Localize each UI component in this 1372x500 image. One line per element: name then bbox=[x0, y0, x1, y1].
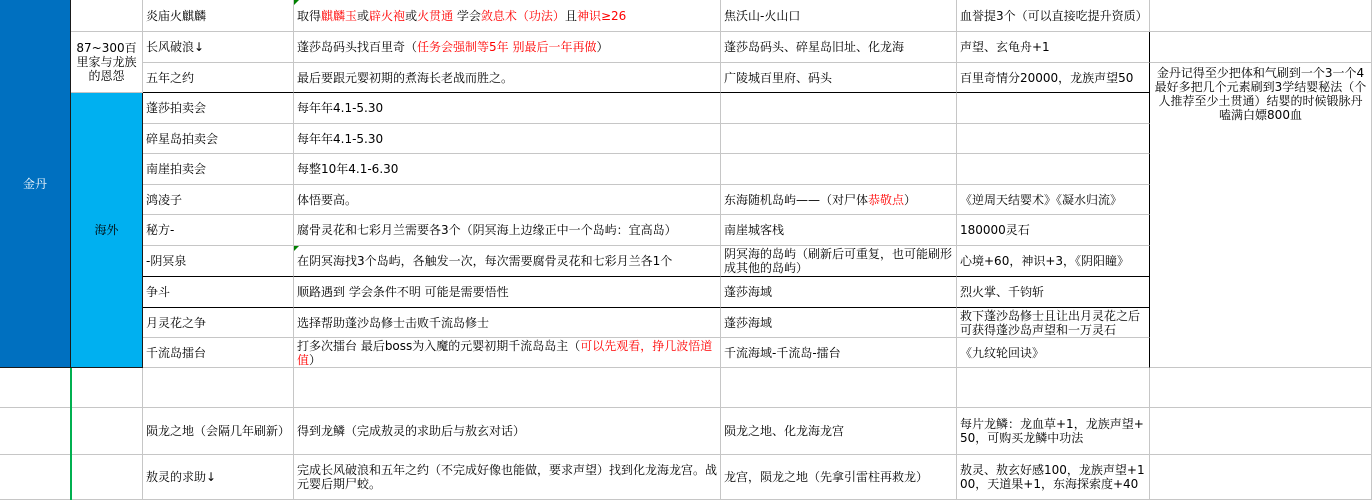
empty-cell bbox=[71, 368, 143, 408]
quest-desc bbox=[297, 339, 717, 367]
text-segment: 或 bbox=[357, 8, 370, 23]
group-cell-baili bbox=[71, 32, 143, 93]
quest-name: 长风破浪↓ bbox=[146, 40, 205, 54]
quest-reward: 救下蓬沙岛修士且让出月灵花之后可获得蓬沙岛声望和一万灵石 bbox=[960, 308, 1141, 337]
text-segment: 在阴冥海找3个岛屿，各触发一次，每次需要腐骨灵花和七彩月兰各1个 bbox=[297, 254, 673, 268]
quest-name-cell bbox=[143, 0, 294, 32]
quest-reward-cell bbox=[957, 93, 1150, 124]
quest-name: 秘方- bbox=[146, 223, 175, 237]
empty-cell bbox=[1150, 455, 1372, 500]
text-segment: 得到龙鳞（完成敖灵的求助后与敖玄对话） bbox=[297, 424, 526, 438]
quest-desc-cell bbox=[294, 277, 721, 308]
quest-location: 焦沃山-火山口 bbox=[724, 8, 801, 23]
quest-reward: 声望、玄龟舟+1 bbox=[960, 40, 1050, 54]
quest-reward-cell bbox=[957, 408, 1150, 455]
quest-reward: 血誉提3个（可以直接吃提升资质） bbox=[960, 8, 1148, 23]
quest-desc bbox=[297, 254, 672, 268]
quest-name: 月灵花之争 bbox=[146, 315, 207, 330]
empty-cell bbox=[0, 455, 71, 500]
text-segment: 蓬莎岛码头找百里奇（ bbox=[297, 40, 418, 54]
quest-name: 敖灵的求助↓ bbox=[146, 470, 217, 484]
region-cell-haiwai bbox=[71, 93, 143, 368]
empty-cell bbox=[957, 368, 1150, 408]
quest-desc-cell bbox=[294, 185, 721, 215]
quest-reward-cell bbox=[957, 246, 1150, 277]
text-segment: 腐骨灵花和七彩月兰需要各3个（阴冥海上边缘正中一个岛屿：宜高岛） bbox=[297, 223, 677, 237]
text-segment: ） bbox=[596, 40, 609, 54]
quest-desc-cell bbox=[294, 408, 721, 455]
note-text: 金丹记得至少把体和气刷到一个3一个4最好多把几个元素刷到3学结婴秘法（个人推荐至少土贯通）结婴的时候锻脉丹嗑满白嫖800血 bbox=[1154, 66, 1367, 122]
quest-location-cell bbox=[721, 408, 957, 455]
quest-location-cell bbox=[721, 32, 957, 63]
quest-reward: 敖灵、敖玄好感100，龙族声望+100，天道果+1，东海探索度+40 bbox=[960, 463, 1145, 491]
highlight-text: 辟火袍 bbox=[369, 8, 406, 23]
empty-cell bbox=[1150, 32, 1372, 63]
quest-desc-cell bbox=[294, 308, 721, 338]
stage-cell-jindan bbox=[0, 0, 71, 368]
quest-reward-cell bbox=[957, 63, 1150, 93]
quest-location-cell bbox=[721, 246, 957, 277]
quest-name: 炎庙火麒麟 bbox=[146, 8, 207, 23]
text-segment: 每年年4.1-5.30 bbox=[297, 101, 384, 115]
empty-cell bbox=[0, 408, 71, 455]
text-segment: 顺路遇到 学会条件不明 可能是需要悟性 bbox=[297, 285, 509, 299]
empty-cell bbox=[1150, 0, 1372, 32]
quest-name-cell bbox=[143, 93, 294, 124]
quest-desc bbox=[297, 9, 626, 23]
comment-marker-icon bbox=[294, 0, 299, 5]
quest-location-cell bbox=[721, 154, 957, 185]
quest-desc-cell bbox=[294, 246, 721, 277]
empty-cell bbox=[71, 0, 143, 32]
quest-desc bbox=[297, 316, 489, 330]
quest-name: 千流岛擂台 bbox=[146, 345, 207, 360]
text-segment: 每年年4.1-5.30 bbox=[297, 131, 384, 146]
empty-cell bbox=[721, 368, 957, 408]
quest-name-cell bbox=[143, 408, 294, 455]
empty-cell bbox=[71, 455, 143, 500]
text-segment: 体悟要高。 bbox=[297, 192, 358, 207]
quest-location-cell bbox=[721, 338, 957, 368]
quest-name: 五年之约 bbox=[146, 70, 195, 85]
text-segment: 或 bbox=[405, 8, 418, 23]
text-segment: ） bbox=[904, 192, 917, 207]
quest-name-cell bbox=[143, 124, 294, 154]
empty-cell bbox=[71, 408, 143, 455]
quest-reward-cell bbox=[957, 338, 1150, 368]
highlight-text: 敛息术（功法） bbox=[480, 8, 565, 23]
quest-name-cell bbox=[143, 32, 294, 63]
quest-location-cell bbox=[721, 185, 957, 215]
quest-reward: 心境+60，神识+3，《阴阳瞳》 bbox=[960, 254, 1130, 268]
quest-reward-cell bbox=[957, 215, 1150, 246]
quest-desc bbox=[297, 424, 525, 438]
text-segment: 取得 bbox=[297, 8, 322, 23]
quest-reward: 百里奇情分20000，龙族声望50 bbox=[960, 70, 1134, 85]
empty-cell bbox=[294, 368, 721, 408]
quest-desc bbox=[297, 132, 383, 146]
quest-name: 碎星岛拍卖会 bbox=[146, 131, 219, 146]
quest-desc bbox=[297, 162, 398, 176]
highlight-text: 麒麟玉 bbox=[321, 8, 358, 23]
text-segment: 学会 bbox=[453, 8, 481, 23]
quest-desc bbox=[297, 101, 383, 115]
group-label-baili: 87~300百里家与龙族的恩怨 bbox=[76, 41, 137, 83]
quest-desc-cell bbox=[294, 124, 721, 154]
quest-location: 蓬莎海域 bbox=[724, 315, 773, 330]
highlight-text: 恭敬点 bbox=[868, 192, 905, 207]
quest-desc-cell bbox=[294, 32, 721, 63]
quest-location-cell bbox=[721, 93, 957, 124]
quest-reward: 《九纹轮回诀》 bbox=[960, 345, 1045, 360]
quest-location: 千流海域-千流岛-擂台 bbox=[724, 345, 841, 360]
quest-reward: 180000灵石 bbox=[960, 223, 1030, 237]
comment-marker-icon bbox=[294, 246, 299, 251]
quest-desc bbox=[297, 71, 513, 85]
quest-location bbox=[724, 193, 916, 207]
empty-cell bbox=[143, 368, 294, 408]
quest-desc bbox=[297, 40, 608, 54]
quest-location: 陨龙之地、化龙海龙宫 bbox=[724, 424, 845, 438]
quest-location-cell bbox=[721, 0, 957, 32]
quest-desc bbox=[297, 193, 357, 207]
text-segment: 选择帮助蓬沙岛修士击败千流岛修士 bbox=[297, 315, 490, 330]
text-segment: 完成长风破浪和五年之约（不完成好像也能做，要求声望）找到化龙海龙宫。战元婴后期尸蛟。 bbox=[297, 463, 718, 491]
quest-name-cell bbox=[143, 154, 294, 185]
quest-desc bbox=[297, 285, 509, 299]
quest-reward: 烈火掌、千钧斩 bbox=[960, 285, 1045, 299]
quest-location: 蓬莎岛码头、碎星岛旧址、化龙海 bbox=[724, 40, 905, 54]
quest-reward-cell bbox=[957, 124, 1150, 154]
quest-location-cell bbox=[721, 215, 957, 246]
quest-reward-cell bbox=[957, 277, 1150, 308]
quest-reward-cell bbox=[957, 308, 1150, 338]
quest-reward: 《逆周天结婴术》《凝水归流》 bbox=[960, 192, 1123, 207]
quest-location-cell bbox=[721, 308, 957, 338]
quest-reward: 每片龙鳞：龙血草+1，龙族声望+50，可购买龙鳞中功法 bbox=[960, 417, 1144, 445]
quest-name-cell bbox=[143, 277, 294, 308]
quest-desc-cell bbox=[294, 338, 721, 368]
quest-reward-cell bbox=[957, 154, 1150, 185]
quest-location: 龙宫，陨龙之地（先拿引雷柱再救龙） bbox=[724, 470, 929, 484]
text-segment: 东海随机岛屿——（对尸体 bbox=[724, 192, 869, 207]
note-cell-jindan bbox=[1150, 63, 1372, 368]
column-border-line bbox=[70, 368, 72, 500]
quest-name-cell bbox=[143, 63, 294, 93]
quest-reward-cell bbox=[957, 32, 1150, 63]
text-segment: ） bbox=[309, 352, 322, 367]
quest-desc-cell bbox=[294, 63, 721, 93]
empty-cell bbox=[1150, 368, 1372, 408]
quest-name-cell bbox=[143, 246, 294, 277]
empty-cell bbox=[1150, 408, 1372, 455]
quest-location: 南崖城客栈 bbox=[724, 223, 785, 237]
quest-desc-cell bbox=[294, 93, 721, 124]
highlight-text: 火贯通 bbox=[417, 8, 454, 23]
quest-desc-cell bbox=[294, 0, 721, 32]
highlight-text: 神识≥26 bbox=[576, 8, 627, 23]
quest-location-cell bbox=[721, 277, 957, 308]
quest-name-cell bbox=[143, 455, 294, 500]
quest-reward-cell bbox=[957, 455, 1150, 500]
highlight-text: 任务会强制等5年 别最后一年再做 bbox=[417, 40, 597, 54]
quest-desc-cell bbox=[294, 154, 721, 185]
quest-desc bbox=[297, 223, 677, 237]
quest-desc bbox=[297, 463, 717, 491]
quest-reward-cell bbox=[957, 0, 1150, 32]
stage-label-jindan: 金丹 bbox=[22, 176, 47, 191]
quest-name: 陨龙之地（会隔几年刷新） bbox=[146, 424, 291, 438]
quest-name: 鸿凌子 bbox=[146, 192, 183, 207]
text-segment: 且 bbox=[564, 8, 577, 23]
text-segment: 每整10年4.1-6.30 bbox=[297, 162, 399, 176]
quest-name-cell bbox=[143, 338, 294, 368]
quest-name: 争斗 bbox=[146, 285, 171, 299]
highlight-text: 可以先观看，挣几波悟道值 bbox=[297, 338, 713, 367]
quest-name: 蓬莎拍卖会 bbox=[146, 101, 207, 115]
quest-location-cell bbox=[721, 124, 957, 154]
quest-name: -阴冥泉 bbox=[146, 254, 187, 268]
region-label-haiwai: 海外 bbox=[94, 223, 119, 237]
quest-name-cell bbox=[143, 215, 294, 246]
quest-location-cell bbox=[721, 455, 957, 500]
text-segment: 最后要跟元婴初期的煮海长老战而胜之。 bbox=[297, 70, 514, 85]
quest-location: 阴冥海的岛屿（刷新后可重复，也可能刷形成其他的岛屿） bbox=[724, 247, 953, 275]
quest-desc-cell bbox=[294, 455, 721, 500]
quest-reward-cell bbox=[957, 185, 1150, 215]
quest-name-cell bbox=[143, 308, 294, 338]
quest-desc-cell bbox=[294, 215, 721, 246]
quest-location: 广陵城百里府、码头 bbox=[724, 70, 833, 85]
quest-location: 蓬莎海域 bbox=[724, 285, 773, 299]
empty-cell bbox=[0, 368, 71, 408]
text-segment: 打多次擂台 最后boss为入魔的元婴初期千流岛岛主（ bbox=[297, 338, 581, 353]
quest-name-cell bbox=[143, 185, 294, 215]
quest-location-cell bbox=[721, 63, 957, 93]
quest-name: 南崖拍卖会 bbox=[146, 162, 207, 176]
